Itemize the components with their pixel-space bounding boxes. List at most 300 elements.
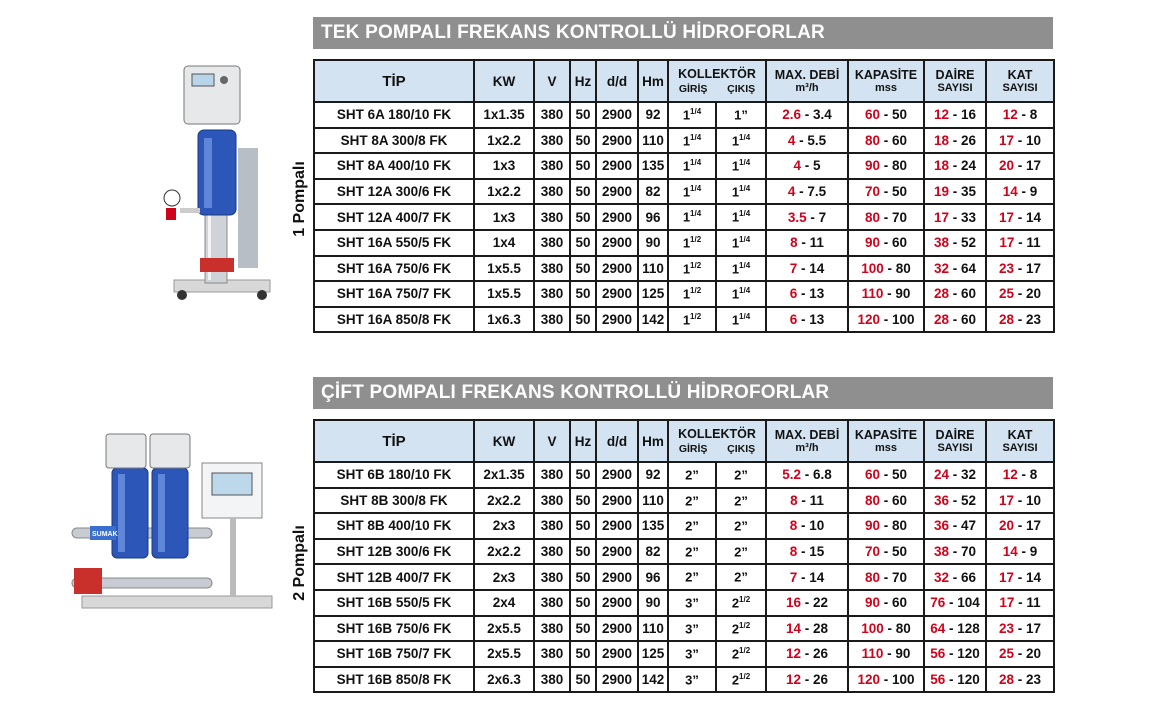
- hz-cell: 50: [575, 132, 591, 148]
- daire-high: 52: [961, 235, 977, 251]
- kapasite-high: 90: [864, 518, 880, 534]
- hz-cell: 50: [575, 235, 591, 251]
- table-row: SHT 16A 850/8 FK 1x6.3 380 50 2900 142 $1^{1/2}$ $1^{1/4}$ 6 - 13 120 - 100 28 - 60 28 - 23: [314, 307, 1054, 333]
- dd-cell: 2900: [601, 646, 633, 662]
- outlet-size: 1”: [734, 107, 748, 123]
- hz-cell: 50: [575, 646, 591, 662]
- maxdebi-low: 5.2: [782, 467, 801, 483]
- v-cell: 380: [540, 209, 564, 225]
- daire-low: 38: [933, 544, 949, 560]
- kat-low: 17: [1026, 158, 1042, 174]
- maxdebi-low: 8: [789, 518, 798, 534]
- model-cell: SHT 12B 300/6 FK: [336, 544, 452, 560]
- hz-cell: 50: [575, 595, 591, 611]
- maxdebi-high: 14: [809, 569, 825, 585]
- outlet-size: 2”: [734, 493, 748, 509]
- kat-high: 17: [999, 595, 1015, 611]
- kapasite-low: 70: [892, 569, 908, 585]
- daire-high: 35: [961, 184, 977, 200]
- kat-low: 10: [1026, 132, 1042, 148]
- header-cikis: ÇIKIŞ: [727, 82, 756, 95]
- kapasite-high: 90: [864, 595, 880, 611]
- daire-high: 70: [961, 544, 977, 560]
- kw-cell: 2x5.5: [487, 646, 521, 662]
- outlet-size-fraction: 1/4: [739, 158, 751, 168]
- model-cell: SHT 6A 180/10 FK: [336, 107, 452, 123]
- kat-low: 8: [1029, 107, 1038, 123]
- inlet-size: 2”: [685, 544, 699, 560]
- header-hz: Hz: [570, 420, 596, 462]
- outlet-size: 1: [731, 158, 740, 174]
- inlet-size-fraction: 1/4: [690, 132, 702, 142]
- inlet-size: 1: [682, 286, 691, 302]
- inlet-size: 1: [682, 133, 691, 149]
- hm-cell: 82: [645, 544, 661, 560]
- daire-low: 18: [933, 132, 949, 148]
- inlet-size-fraction: 1/4: [690, 158, 702, 168]
- inlet-size: 1: [682, 158, 691, 174]
- header-kat: [986, 60, 1054, 102]
- daire-low: 17: [933, 209, 949, 225]
- maxdebi-low: 7: [789, 569, 798, 585]
- hm-cell: 135: [641, 158, 665, 174]
- daire-low: 24: [933, 467, 949, 483]
- outlet-size-fraction: 1/4: [739, 235, 751, 245]
- table-row: SHT 16A 750/7 FK 1x5.5 380 50 2900 125 $1^{1/2}$ $1^{1/4}$ 6 - 13 110 - 90 28 - 60 25 - 20: [314, 281, 1054, 307]
- kw-cell: 1x2.2: [487, 184, 521, 200]
- kw-cell: 2x5.5: [487, 620, 521, 636]
- table-row: SHT 12B 400/7 FK 2x3 380 50 2900 96 2” 2” 7 - 14 80 - 70 32 - 66 17 - 14: [314, 564, 1054, 590]
- daire-high: 33: [961, 209, 977, 225]
- kat-high: 23: [998, 260, 1014, 276]
- inlet-size: 3”: [685, 672, 699, 688]
- kat-low: 17: [1026, 260, 1042, 276]
- header-kat-unit: SAYISI: [1002, 442, 1038, 454]
- dd-cell: 2900: [601, 518, 633, 534]
- kat-low: 9: [1029, 184, 1038, 200]
- daire-low: 76: [930, 595, 946, 611]
- hz-cell: 50: [575, 260, 591, 276]
- double-pump-image: [62, 428, 282, 618]
- dd-cell: 2900: [601, 235, 633, 251]
- v-cell: 380: [540, 107, 564, 123]
- kapasite-high: 110: [861, 646, 884, 662]
- kat-high: 28: [998, 312, 1014, 328]
- header-maxdebi-label: MAX. DEBİ: [774, 68, 840, 82]
- hz-cell: 50: [575, 107, 591, 123]
- maxdebi-high: 22: [813, 595, 829, 611]
- kapasite-high: 80: [864, 132, 880, 148]
- v-cell: 380: [540, 595, 564, 611]
- kat-low: 23: [1026, 672, 1042, 688]
- header-kapasite-unit: mss: [874, 442, 898, 454]
- header-kapasite-label: KAPASİTE: [854, 68, 918, 82]
- outlet-size-fraction: 1/4: [739, 183, 751, 193]
- outlet-size: 1: [731, 209, 740, 225]
- v-cell: 380: [540, 312, 564, 328]
- header-maxdebi-unit: m³/h: [795, 442, 819, 454]
- header-daire-label: DAİRE: [935, 428, 975, 442]
- header-kapasite-label: KAPASİTE: [854, 428, 918, 442]
- maxdebi-high: 10: [809, 518, 825, 534]
- header-hm: Hm: [638, 420, 668, 462]
- dd-cell: 2900: [601, 595, 633, 611]
- header-tip: TİP: [314, 60, 474, 102]
- outlet-size: 2: [731, 621, 740, 637]
- hz-cell: 50: [575, 518, 591, 534]
- v-cell: 380: [540, 260, 564, 276]
- maxdebi-high: 13: [809, 312, 825, 328]
- maxdebi-low: 3.5: [787, 209, 807, 225]
- hm-cell: 135: [641, 518, 665, 534]
- inlet-size: 1: [682, 312, 691, 328]
- daire-high: 16: [961, 107, 977, 123]
- header-kat: [986, 420, 1054, 462]
- outlet-size-fraction: 1/4: [739, 286, 751, 296]
- model-cell: SHT 16B 750/7 FK: [336, 646, 452, 662]
- maxdebi-low: 14: [785, 620, 801, 636]
- kapasite-high: 120: [857, 312, 880, 328]
- kw-cell: 2x2.2: [487, 544, 521, 560]
- hz-cell: 50: [575, 544, 591, 560]
- kw-cell: 2x6.3: [487, 672, 521, 688]
- single-pump-image: [160, 58, 280, 303]
- v-cell: 380: [540, 492, 564, 508]
- hm-cell: 90: [645, 595, 661, 611]
- kw-cell: 2x3: [492, 569, 516, 585]
- outlet-size-fraction: 1/4: [739, 132, 751, 142]
- header-daire: [924, 420, 986, 462]
- kat-low: 8: [1029, 467, 1038, 483]
- daire-high: 66: [961, 569, 977, 585]
- kapasite-high: 120: [857, 672, 880, 688]
- dd-cell: 2900: [601, 132, 633, 148]
- maxdebi-low: 8: [790, 235, 798, 251]
- kapasite-low: 80: [892, 158, 908, 174]
- hz-cell: 50: [575, 312, 591, 328]
- inlet-size-fraction: 1/2: [690, 235, 702, 245]
- model-cell: SHT 8B 400/10 FK: [336, 518, 452, 534]
- inlet-size: 2”: [685, 569, 699, 585]
- v-cell: 380: [540, 544, 564, 560]
- kat-high: 14: [1002, 544, 1018, 560]
- kw-cell: 1x3: [492, 209, 516, 225]
- header-kat-label: KAT: [1007, 68, 1033, 82]
- inlet-size: 3”: [685, 621, 699, 637]
- header-kollektor: [668, 420, 766, 462]
- outlet-size: 1: [731, 261, 740, 277]
- kapasite-high: 60: [864, 467, 880, 483]
- daire-high: 64: [961, 260, 977, 276]
- model-cell: SHT 12B 400/7 FK: [336, 569, 452, 585]
- kat-high: 17: [998, 132, 1014, 148]
- maxdebi-high: 11: [809, 235, 824, 251]
- dd-cell: 2900: [601, 492, 633, 508]
- maxdebi-high: 28: [813, 620, 829, 636]
- outlet-size: 2”: [734, 467, 748, 483]
- model-cell: SHT 12A 300/6 FK: [336, 184, 452, 200]
- header-kw: KW: [474, 60, 534, 102]
- kapasite-low: 50: [892, 184, 908, 200]
- kapasite-low: 90: [895, 646, 911, 662]
- kat-low: 11: [1026, 595, 1041, 611]
- kapasite-high: 60: [864, 107, 880, 123]
- inlet-size-fraction: 1/2: [690, 311, 702, 321]
- section1-table: [313, 59, 1055, 333]
- hm-cell: 92: [645, 467, 661, 483]
- daire-high: 32: [961, 467, 977, 483]
- header-kollektor: [668, 60, 766, 102]
- dd-cell: 2900: [601, 184, 633, 200]
- v-cell: 380: [540, 235, 564, 251]
- dd-cell: 2900: [601, 620, 633, 636]
- section2-side-label: 2 Pompalı: [291, 525, 308, 601]
- kapasite-high: 80: [864, 492, 880, 508]
- daire-high: 60: [961, 312, 977, 328]
- hm-cell: 125: [641, 646, 665, 662]
- hm-cell: 110: [642, 492, 664, 508]
- kat-high: 20: [998, 158, 1014, 174]
- inlet-size-fraction: 1/4: [690, 107, 702, 117]
- kat-low: 17: [1026, 620, 1042, 636]
- outlet-size: 2: [731, 595, 740, 611]
- maxdebi-high: 5: [813, 158, 821, 174]
- kapasite-low: 50: [892, 544, 908, 560]
- kat-high: 14: [1002, 184, 1018, 200]
- kat-high: 23: [998, 620, 1014, 636]
- v-cell: 380: [540, 518, 564, 534]
- kapasite-low: 70: [892, 209, 908, 225]
- daire-high: 120: [957, 646, 980, 662]
- kapasite-low: 90: [895, 286, 911, 302]
- maxdebi-high: 14: [809, 260, 825, 276]
- inlet-size: 2”: [685, 467, 699, 483]
- hz-cell: 50: [575, 209, 591, 225]
- kapasite-low: 80: [892, 518, 908, 534]
- maxdebi-high: 6.8: [813, 467, 832, 483]
- header-kapasite: [848, 420, 924, 462]
- daire-low: 36: [933, 518, 949, 534]
- table-row: SHT 6A 180/10 FK 1x1.35 380 50 2900 92 $1^{1/4}$ 1” 2.6 - 3.4 60 - 50 12 - 16 12 - 8: [314, 102, 1054, 128]
- maxdebi-low: 12: [785, 672, 801, 688]
- header-kat-label: KAT: [1007, 428, 1033, 442]
- section2-title: ÇİFT POMPALI FREKANS KONTROLLÜ HİDROFORLAR: [313, 377, 1053, 409]
- kw-cell: 1x5.5: [487, 260, 521, 276]
- kapasite-low: 60: [892, 492, 908, 508]
- daire-high: 128: [957, 620, 980, 636]
- kapasite-high: 80: [864, 209, 880, 225]
- kat-high: 17: [998, 492, 1014, 508]
- inlet-size: 2”: [685, 493, 699, 509]
- inlet-size: 3”: [685, 646, 699, 662]
- inlet-size-fraction: 1/4: [690, 183, 702, 193]
- maxdebi-low: 7: [789, 260, 798, 276]
- dd-cell: 2900: [601, 544, 633, 560]
- model-cell: SHT 16A 750/7 FK: [336, 286, 452, 302]
- hz-cell: 50: [575, 184, 591, 200]
- header-kapasite: [848, 60, 924, 102]
- daire-high: 104: [957, 595, 980, 611]
- kat-low: 9: [1029, 544, 1038, 560]
- dd-cell: 2900: [601, 158, 633, 174]
- table-row: SHT 8A 400/10 FK 1x3 380 50 2900 135 $1^{1/4}$ $1^{1/4}$ 4 - 5 90 - 80 18 - 24 20 - 17: [314, 153, 1054, 179]
- model-cell: SHT 16A 850/8 FK: [336, 312, 452, 328]
- table-row: SHT 16B 750/6 FK 2x5.5 380 50 2900 110 3” $2^{1/2}$ 14 - 28 100 - 80 64 - 128 23 - 17: [314, 616, 1054, 642]
- dd-cell: 2900: [601, 467, 633, 483]
- outlet-size: 2: [731, 646, 740, 662]
- daire-low: 32: [933, 569, 949, 585]
- maxdebi-high: 3.4: [813, 107, 832, 123]
- maxdebi-high: 5.5: [807, 132, 827, 148]
- outlet-size: 1: [731, 312, 740, 328]
- maxdebi-high: 13: [809, 286, 825, 302]
- kat-high: 17: [998, 569, 1014, 585]
- daire-low: 19: [933, 184, 949, 200]
- table-row: SHT 16A 550/5 FK 1x4 380 50 2900 90 $1^{1/2}$ $1^{1/4}$ 8 - 11 90 - 60 38 - 52 17 - 11: [314, 230, 1054, 256]
- header-daire-unit: SAYISI: [937, 442, 973, 454]
- outlet-size-fraction: 1/2: [739, 646, 751, 656]
- v-cell: 380: [540, 646, 564, 662]
- daire-high: 24: [961, 158, 977, 174]
- daire-low: 28: [933, 286, 949, 302]
- outlet-size-fraction: 1/4: [739, 311, 751, 321]
- header-v: V: [534, 60, 570, 102]
- inlet-size: 1: [682, 184, 691, 200]
- maxdebi-low: 4: [787, 132, 796, 148]
- hm-cell: 142: [641, 312, 665, 328]
- outlet-size: 1: [731, 184, 740, 200]
- outlet-size: 1: [731, 133, 740, 149]
- daire-high: 60: [961, 286, 977, 302]
- hz-cell: 50: [575, 620, 591, 636]
- brand-badge: SUMAK: [92, 531, 118, 538]
- inlet-size-fraction: 1/2: [690, 286, 702, 296]
- kapasite-low: 100: [892, 312, 915, 328]
- hm-cell: 110: [642, 620, 664, 636]
- kapasite-low: 80: [895, 620, 911, 636]
- kapasite-low: 80: [895, 260, 911, 276]
- kapasite-low: 100: [892, 672, 915, 688]
- outlet-size-fraction: 1/4: [739, 260, 751, 270]
- kat-high: 28: [998, 672, 1014, 688]
- inlet-size-fraction: 1/2: [690, 260, 702, 270]
- model-cell: SHT 16B 850/8 FK: [336, 672, 452, 688]
- kapasite-low: 50: [892, 107, 908, 123]
- kw-cell: 2x1.35: [483, 467, 525, 483]
- hm-cell: 90: [645, 235, 661, 251]
- outlet-size: 1: [731, 235, 740, 251]
- maxdebi-high: 7: [818, 209, 827, 225]
- header-daire-label: DAİRE: [935, 68, 975, 82]
- v-cell: 380: [540, 184, 564, 200]
- kat-high: 20: [998, 518, 1014, 534]
- kw-cell: 1x1.35: [483, 107, 525, 123]
- header-kw: KW: [474, 420, 534, 462]
- v-cell: 380: [540, 672, 564, 688]
- daire-high: 26: [961, 132, 977, 148]
- section1-side-label: 1 Pompalı: [291, 161, 308, 237]
- kat-low: 14: [1026, 209, 1042, 225]
- v-cell: 380: [540, 467, 564, 483]
- kat-high: 25: [998, 646, 1014, 662]
- kat-high: 17: [998, 209, 1014, 225]
- outlet-size: 1: [731, 286, 740, 302]
- daire-high: 52: [961, 492, 977, 508]
- v-cell: 380: [540, 620, 564, 636]
- kapasite-high: 90: [864, 158, 880, 174]
- hm-cell: 96: [645, 209, 661, 225]
- table-row: SHT 8A 300/8 FK 1x2.2 380 50 2900 110 $1^{1/4}$ $1^{1/4}$ 4 - 5.5 80 - 60 18 - 26 17 - 10: [314, 128, 1054, 154]
- maxdebi-low: 8: [789, 544, 798, 560]
- outlet-size: 2”: [734, 544, 748, 560]
- inlet-size: 3”: [685, 595, 699, 611]
- kat-low: 20: [1026, 286, 1042, 302]
- hz-cell: 50: [575, 569, 591, 585]
- kapasite-low: 60: [892, 235, 908, 251]
- table-row: SHT 16A 750/6 FK 1x5.5 380 50 2900 110 $1^{1/2}$ $1^{1/4}$ 7 - 14 100 - 80 32 - 64 23 - 17: [314, 256, 1054, 282]
- daire-low: 56: [930, 672, 946, 688]
- table-row: SHT 8B 300/8 FK 2x2.2 380 50 2900 110 2” 2” 8 - 11 80 - 60 36 - 52 17 - 10: [314, 488, 1054, 514]
- maxdebi-high: 7.5: [807, 184, 827, 200]
- header-kollektor-label: KOLLEKTÖR: [678, 66, 756, 81]
- hz-cell: 50: [575, 467, 591, 483]
- section1-title: TEK POMPALI FREKANS KONTROLLÜ HİDROFORLAR: [313, 17, 1053, 49]
- hm-cell: 125: [641, 286, 665, 302]
- maxdebi-low: 4: [793, 158, 801, 174]
- header-hm: Hm: [638, 60, 668, 102]
- maxdebi-low: 6: [789, 286, 798, 302]
- hz-cell: 50: [575, 286, 591, 302]
- hm-cell: 142: [641, 672, 665, 688]
- inlet-size: 1: [682, 209, 691, 225]
- outlet-size: 2: [731, 672, 740, 688]
- header-kapasite-unit: mss: [874, 82, 898, 94]
- kat-high: 12: [1002, 467, 1018, 483]
- model-cell: SHT 6B 180/10 FK: [336, 467, 452, 483]
- maxdebi-high: 11: [809, 492, 824, 508]
- model-cell: SHT 12A 400/7 FK: [336, 209, 452, 225]
- outlet-size-fraction: 1/2: [739, 671, 751, 681]
- maxdebi-low: 6: [789, 312, 798, 328]
- model-cell: SHT 8B 300/8 FK: [340, 492, 448, 508]
- header-hz: Hz: [570, 60, 596, 102]
- outlet-size: 2”: [734, 518, 748, 534]
- hz-cell: 50: [575, 158, 591, 174]
- header-maxdebi: [766, 60, 848, 102]
- kapasite-high: 100: [861, 620, 884, 636]
- table-row: SHT 12A 400/7 FK 1x3 380 50 2900 96 $1^{1/4}$ $1^{1/4}$ 3.5 - 7 80 - 70 17 - 33 17 - 14: [314, 204, 1054, 230]
- outlet-size-fraction: 1/2: [739, 620, 751, 630]
- kapasite-high: 110: [861, 286, 884, 302]
- model-cell: SHT 16B 550/5 FK: [336, 595, 452, 611]
- kat-high: 17: [999, 235, 1015, 251]
- kat-low: 14: [1026, 569, 1042, 585]
- v-cell: 380: [540, 286, 564, 302]
- kapasite-high: 100: [861, 260, 884, 276]
- hm-cell: 92: [645, 107, 661, 123]
- kapasite-high: 90: [864, 235, 880, 251]
- maxdebi-high: 26: [813, 646, 829, 662]
- model-cell: SHT 16B 750/6 FK: [336, 620, 452, 636]
- maxdebi-low: 8: [790, 492, 798, 508]
- hm-cell: 110: [642, 260, 664, 276]
- model-cell: SHT 8A 300/8 FK: [340, 132, 448, 148]
- header-maxdebi: [766, 420, 848, 462]
- v-cell: 380: [540, 158, 564, 174]
- dd-cell: 2900: [601, 312, 633, 328]
- maxdebi-high: 15: [809, 544, 825, 560]
- table-row: SHT 6B 180/10 FK 2x1.35 380 50 2900 92 2” 2” 5.2 - 6.8 60 - 50 24 - 32 12 - 8: [314, 462, 1054, 488]
